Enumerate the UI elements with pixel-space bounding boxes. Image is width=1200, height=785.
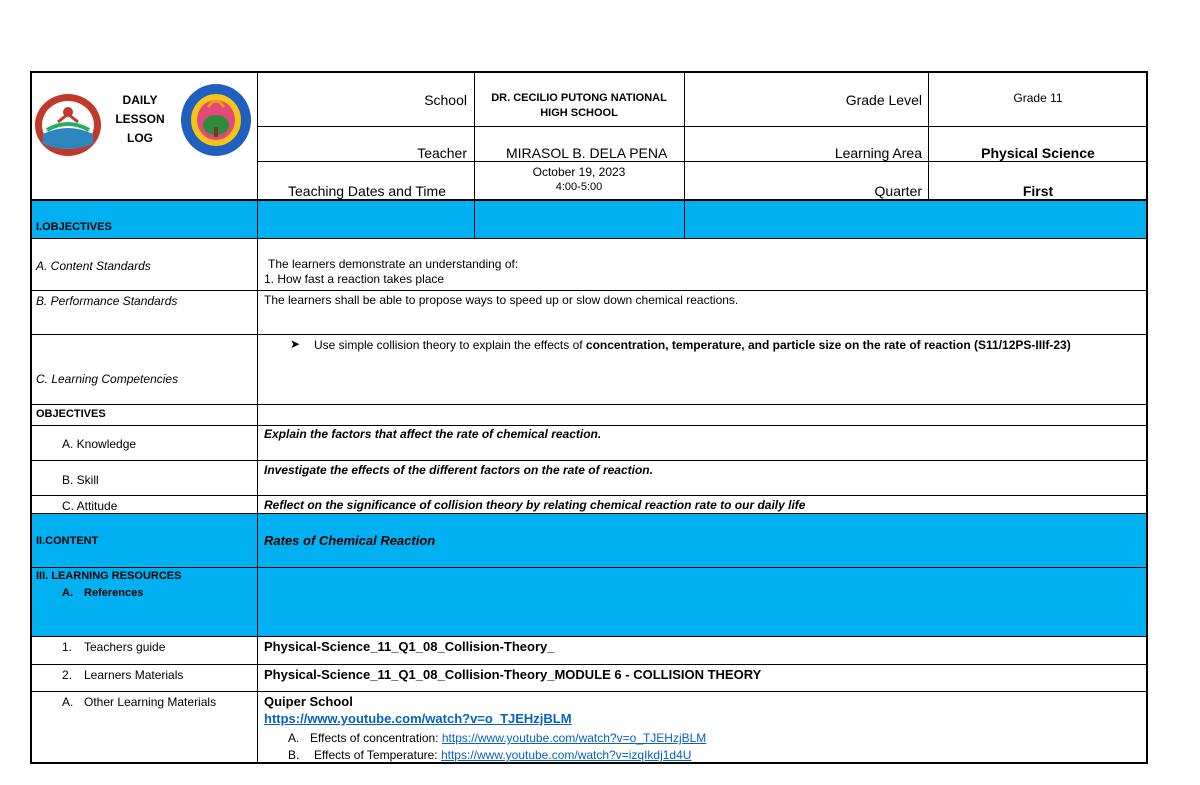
other-materials-title: Quiper School bbox=[264, 694, 353, 709]
school-value bbox=[476, 91, 682, 121]
teacher-value: MIRASOL B. DELA PENA bbox=[506, 145, 668, 161]
teaching-dates-label: Teaching Dates and Time bbox=[288, 183, 446, 199]
knowledge-text: Explain the factors that affect the rate of chemical reaction. bbox=[264, 427, 602, 441]
knowledge-label: A. Knowledge bbox=[62, 437, 137, 451]
skill-label: B. Skill bbox=[62, 473, 99, 487]
resources-row-fill bbox=[31, 568, 1146, 636]
content-standards-line1: The learners demonstrate an understanding of: bbox=[268, 257, 519, 271]
title-line-daily: DAILY bbox=[122, 93, 158, 107]
performance-standards-label: B. Performance Standards bbox=[36, 294, 178, 308]
learning-competencies-label: C. Learning Competencies bbox=[36, 372, 179, 386]
attitude-label: C. Attitude bbox=[62, 499, 118, 513]
title-line-log: LOG bbox=[127, 131, 153, 145]
division-logo bbox=[33, 92, 103, 158]
temperature-link[interactable]: https://www.youtube.com/watch?v=izqIkdj1d4U bbox=[440, 748, 692, 762]
daily-lesson-log-title bbox=[112, 91, 168, 148]
concentration-label: Effects of concentration: bbox=[310, 731, 442, 745]
learning-resources-heading: III. LEARNING RESOURCES bbox=[36, 570, 182, 582]
content-standards-line2: 1. How fast a reaction takes place bbox=[264, 272, 445, 286]
teaching-date-value: October 19, 2023 bbox=[532, 165, 626, 179]
school-value-line2: HIGH SCHOOL bbox=[540, 107, 618, 119]
attitude-text: Reflect on the significance of collision theory by relating chemical reaction rate to our daily life bbox=[264, 498, 806, 512]
concentration-link[interactable]: https://www.youtube.com/watch?v=o_TJEHzjBLM bbox=[441, 731, 707, 745]
content-text: Rates of Chemical Reaction bbox=[264, 533, 436, 548]
quarter-value: First bbox=[1022, 183, 1054, 199]
teachers-guide-marker: 1. bbox=[62, 640, 73, 654]
performance-standards-text: The learners shall be able to propose ways to speed up or slow down chemical reactions. bbox=[264, 293, 739, 307]
learning-area-value: Physical Science bbox=[981, 145, 1095, 161]
quarter-label: Quarter bbox=[874, 183, 922, 199]
references-label: References bbox=[84, 587, 144, 599]
learning-area-label: Learning Area bbox=[834, 145, 922, 161]
competency-text-bold: concentration, temperature, and particle size on the rate of reaction (S11/12PS-IIIf-23) bbox=[585, 338, 1071, 352]
competency-text-plain: Use simple collision theory to explain the effects of bbox=[314, 338, 586, 352]
other-materials-link[interactable]: https://www.youtube.com/watch?v=o_TJEHzjBLM bbox=[264, 711, 572, 726]
content-standards-label: A. Content Standards bbox=[36, 259, 151, 273]
school-logo bbox=[180, 83, 252, 158]
content-row-fill bbox=[31, 514, 1146, 568]
objectives-row-fill bbox=[31, 200, 1146, 239]
other-materials-label: Other Learning Materials bbox=[84, 695, 217, 709]
grade-level-label: Grade Level bbox=[845, 92, 922, 108]
teacher-label: Teacher bbox=[417, 145, 467, 161]
teachers-guide-label: Teachers guide bbox=[84, 640, 166, 654]
grade-level-value: Grade 11 bbox=[1013, 91, 1063, 105]
learners-materials-label: Learners Materials bbox=[84, 668, 184, 682]
temperature-item bbox=[314, 748, 691, 762]
temperature-label: Effects of Temperature: bbox=[314, 748, 441, 762]
school-value-line1: DR. CECILIO PUTONG NATIONAL bbox=[491, 92, 667, 104]
teachers-guide-value: Physical-Science_11_Q1_08_Collision-Theory_ bbox=[264, 639, 555, 654]
content-heading: II.CONTENT bbox=[36, 535, 99, 547]
concentration-item bbox=[310, 731, 706, 745]
skill-text: Investigate the effects of the different factors on the rate of reaction. bbox=[264, 463, 653, 477]
temperature-marker: B. bbox=[288, 748, 300, 762]
other-materials-marker: A. bbox=[62, 695, 74, 709]
learners-materials-value: Physical-Science_11_Q1_08_Collision-Theory_MODULE 6 - COLLISION THEORY bbox=[264, 667, 762, 682]
concentration-marker: A. bbox=[288, 731, 300, 745]
school-label: School bbox=[424, 92, 467, 108]
learners-materials-marker: 2. bbox=[62, 668, 73, 682]
title-line-lesson: LESSON bbox=[115, 112, 165, 126]
teaching-time-value: 4:00-5:00 bbox=[555, 181, 603, 193]
references-marker: A. bbox=[62, 587, 73, 599]
competency-text bbox=[314, 338, 1071, 352]
objectives-subheading: OBJECTIVES bbox=[36, 408, 106, 420]
objectives-heading: I.OBJECTIVES bbox=[36, 221, 112, 233]
competency-bullet-icon: ➤ bbox=[290, 337, 301, 351]
